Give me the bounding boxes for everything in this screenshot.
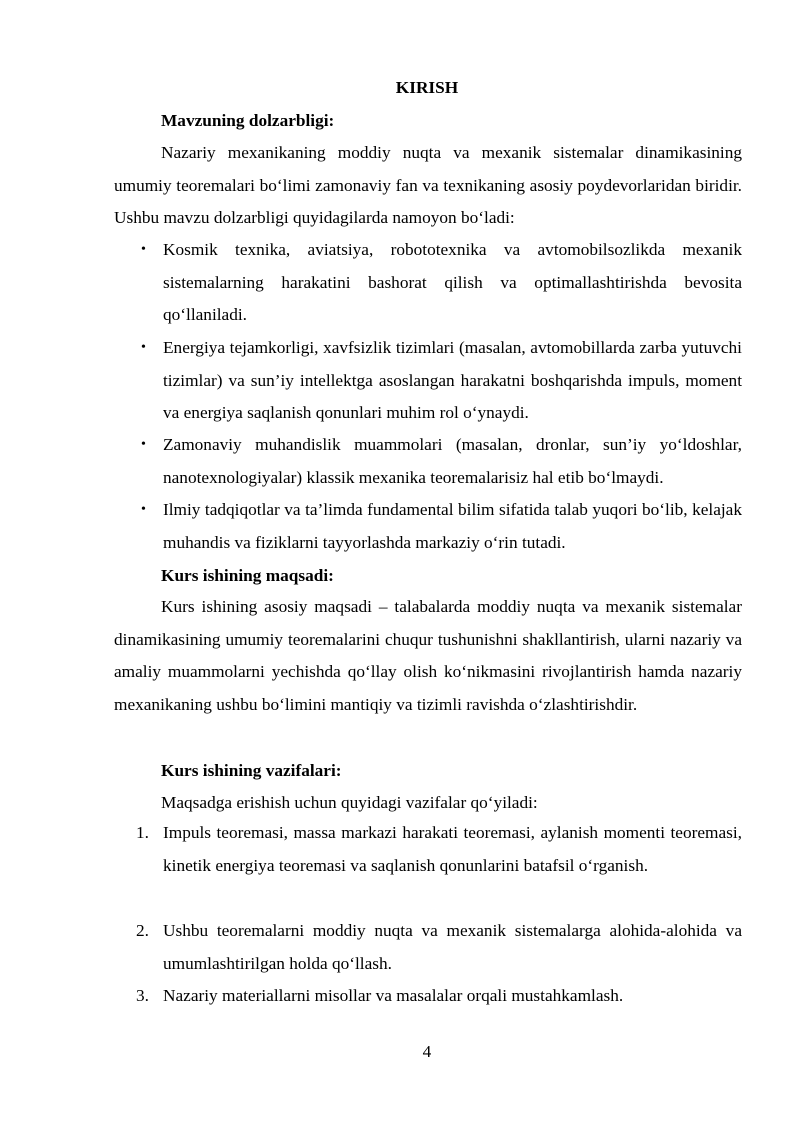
list-item: Kosmik texnika, aviatsiya, robototexnika va avtomobilsozlikda mexanik sistemalarning harakatini bashorat qilish va optimallashtirishda bevosita qo‘llaniladi.: [163, 240, 742, 324]
list-number: 2.: [136, 921, 149, 940]
section-heading-tasks: Kurs ishining vazifalari:: [161, 761, 342, 780]
page-title: KIRISH: [395, 78, 459, 97]
list-item: Ilmiy tadqiqotlar va ta’limda fundamental bilim sifatida talab yuqori bo‘lib, kelajak muhandis va fiziklarni tayyorlashda markaziy o‘rin tutadi.: [163, 500, 742, 552]
section-heading-goal: Kurs ishining maqsadi:: [161, 566, 334, 585]
list-item: Energiya tejamkorligi, xavfsizlik tizimlari (masalan, avtomobillarda zarba yutuvchi tizimlar) va sun’iy intellektga asoslangan harakatni boshqarishda impuls, moment va energiya saqlanish qonunlari muhim rol o‘ynaydi.: [163, 338, 742, 422]
list-item: Ushbu teoremalarni moddiy nuqta va mexanik sistemalarga alohida-alohida va umumlashtirilgan holda qo‘llash.: [163, 921, 742, 973]
bullet-marker: •: [141, 437, 146, 452]
list-number: 1.: [136, 823, 149, 842]
goal-paragraph: Kurs ishining asosiy maqsadi – talabalarda moddiy nuqta va mexanik sistemalar dinamikasining umumiy teoremalarini chuqur tushunishni shakllantirish, ularni nazariy va amaliy muammolarni yechishda qo‘llay olish ko‘nikmasini rivojlantirish hamda nazariy mexanikaning ushbu bo‘limini mantiqiy va tizimli ravishda o‘zlashtirishdir.: [114, 597, 742, 714]
bullet-marker: •: [141, 340, 146, 355]
section-heading-relevance: Mavzuning dolzarbligi:: [161, 111, 335, 130]
list-item: Nazariy materiallarni misollar va masalalar orqali mustahkamlash.: [163, 986, 624, 1005]
list-number: 3.: [136, 986, 149, 1005]
bullet-marker: •: [141, 502, 146, 517]
page-number: 4: [422, 1042, 432, 1061]
tasks-intro-text: Maqsadga erishish uchun quyidagi vazifalar qo‘yiladi:: [161, 793, 538, 812]
list-item: Impuls teoremasi, massa markazi harakati teoremasi, aylanish momenti teoremasi, kinetik energiya teoremasi va saqlanish qonunlarini batafsil o‘rganish.: [163, 823, 742, 875]
list-item: Zamonaviy muhandislik muammolari (masalan, dronlar, sun’iy yo‘ldoshlar, nanotexnologiyalar) klassik mexanika teoremalarisiz hal etib bo‘lmaydi.: [163, 435, 742, 487]
relevance-intro-paragraph: Nazariy mexanikaning moddiy nuqta va mexanik sistemalar dinamikasining umumiy teoremalari bo‘limi zamonaviy fan va texnikaning asosiy poydevorlaridan biridir. Ushbu mavzu dolzarbligi quyidagilarda namoyon bo‘ladi:: [114, 143, 742, 227]
bullet-marker: •: [141, 242, 146, 257]
